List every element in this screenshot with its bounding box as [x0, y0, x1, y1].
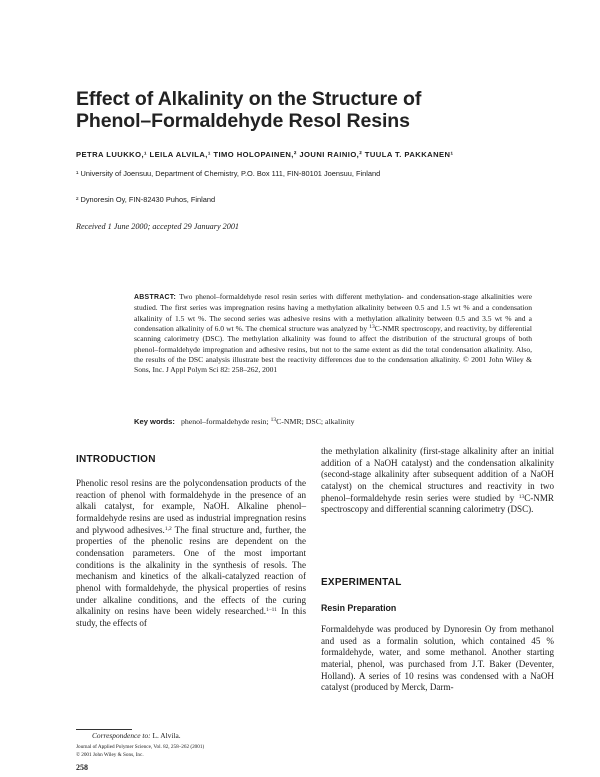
right-text-2: C-NMR spectroscopy and differential scanning calorimetry (DSC). [321, 492, 554, 515]
resin-preparation-body [321, 624, 554, 694]
right-superscript: 13 [518, 493, 525, 500]
copyright-line: © 2001 John Wiley & Sons, Inc. [76, 752, 144, 758]
resin-preparation-text: Formaldehyde was produced by Dynoresin Oy from methanol and used as a formalin solution, which contained 45 % formaldehyde, water, and some methanol. Another starting material, phenol, was purchased from J.T. Baker (Deventer, Holland). A series of 10 resins was condensed with a NaOH catalyst (produced by Merck, Darm- [321, 624, 554, 693]
section-heading-experimental: EXPERIMENTAL [321, 577, 402, 588]
keywords [134, 417, 532, 426]
keywords-superscript: 13 [270, 416, 277, 423]
footnote-rule [76, 729, 132, 730]
title-line-2: Phenol–Formaldehyde Resol Resins [76, 110, 410, 132]
received-dates: Received 1 June 2000; accepted 29 January 2001 [76, 222, 240, 231]
title-line-1: Effect of Alkalinity on the Structure of [76, 88, 422, 110]
abstract-text-2: C-NMR spectroscopy, and reactivity, by differential scanning calorimetry (DSC). The methylation alkalinity was found to affect the distribution of the structural groups of both phenol–formaldehyde impregnation and adhesive resins, but not to the same extent as did the total condensation alkalinity. Also, the results of the DSC analysis illustrate best the reactivity differences due to the condensation alkalinity. © 2001 John Wiley & Sons, Inc. J Appl Polym Sci 82: 258–262, 2001 [134, 324, 532, 375]
right-text-1: the methylation alkalinity (first-stage alkalinity after an initial addition of a NaOH catalyst) and the condensation alkalinity (second-stage alkalinity after subsequent addition of a NaOH catalyst) on the chemical structures and reactivity in two phenol–formaldehyde resin series were studied by [321, 446, 554, 503]
affiliation-1: ¹ University of Joensuu, Department of Chemistry, P.O. Box 111, FIN-80101 Joensuu, Finland [76, 169, 381, 178]
intro-text-1: Phenolic resol resins are the polycondensation products of the reaction of phenol with formaldehyde in the presence of an alkali catalyst, for example, NaOH. Alkaline phenol–formaldehyde resins are used as industrial impregnation resins and plywood adhesives. [76, 478, 306, 535]
introduction-body [76, 478, 306, 630]
keywords-label: Key words: [134, 417, 175, 426]
introduction-continued [321, 446, 554, 516]
section-heading-introduction: INTRODUCTION [76, 454, 156, 465]
abstract-text-1: Two phenol–formaldehyde resol resin series with different methylation- and condensation-stage alkalinities were studied. The first series was impregnation resins having a methylation alkalinity between 0.5 and 1.5 wt % and a condensation alkalinity of 1.5 wt %. The second series was adhesive resins with a methylation alkalinity between 0.5 and 3.5 wt % and a condensation alkalinity of 6.0 wt %. The chemical structure was analyzed by [134, 292, 532, 334]
intro-citation-1: 1,2 [164, 525, 172, 532]
abstract [134, 292, 532, 376]
intro-text-3: In this study, the effects of [76, 606, 306, 628]
correspondence-label: Correspondence to: [92, 731, 151, 740]
affiliation-2: ² Dynoresin Oy, FIN-82430 Puhos, Finland [76, 195, 216, 204]
paper-title [76, 88, 536, 132]
keywords-text-2: C-NMR; DSC; alkalinity [276, 417, 355, 426]
intro-citation-2: 1–11 [266, 607, 277, 614]
abstract-label: ABSTRACT: [134, 294, 177, 301]
correspondence-name: L. Alvila. [150, 731, 181, 740]
journal-citation: Journal of Applied Polymer Science, Vol. 82, 258–262 (2001) [76, 744, 205, 750]
author-list: PETRA LUUKKO,¹ LEILA ALVILA,¹ TIMO HOLOPAINEN,² JOUNI RAINIO,² TUULA T. PAKKANEN¹ [76, 150, 454, 159]
intro-text-2: The final structure and, further, the properties of the phenolic resins are dependent on the condensation parameters. One of the most important conditions is the alkalinity in the synthesis of resols. The mechanism and kinetics of the alkali-catalyzed reaction of phenol with formaldehyde, the physical properties of resins under alkaline conditions, and the effects of the curing alkalinity on resins have been widely researched. [76, 524, 306, 617]
page-number: 258 [76, 763, 88, 772]
keywords-text-1: phenol–formaldehyde resin; [180, 417, 271, 426]
subsection-heading-resin-preparation: Resin Preparation [321, 603, 397, 613]
abstract-superscript: 13 [369, 323, 375, 330]
correspondence-note [92, 731, 181, 740]
